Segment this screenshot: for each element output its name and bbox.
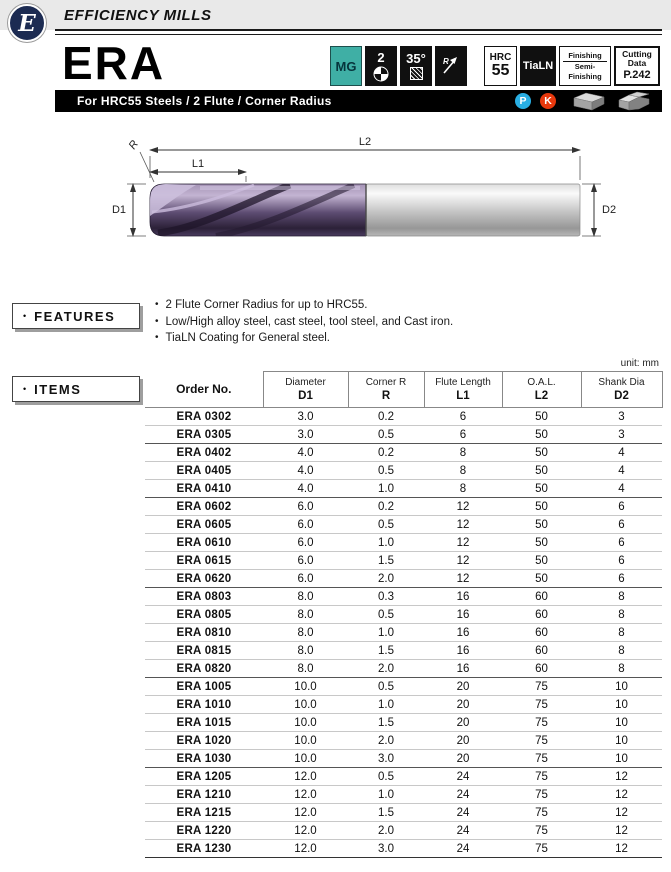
- value-cell: 3.0: [263, 408, 348, 426]
- order-no-cell: ERA 0602: [145, 498, 263, 516]
- value-cell: 12: [581, 804, 662, 822]
- value-cell: 8: [581, 588, 662, 606]
- finishing-line3: Finishing: [568, 71, 602, 81]
- value-cell: 3: [581, 408, 662, 426]
- value-cell: 8: [581, 642, 662, 660]
- order-no-cell: ERA 0815: [145, 642, 263, 660]
- table-row: [145, 516, 662, 534]
- table-row: [145, 498, 662, 516]
- value-cell: 4.0: [263, 480, 348, 498]
- value-cell: 3: [581, 426, 662, 444]
- value-cell: 10: [581, 714, 662, 732]
- table-header-row: [145, 372, 662, 408]
- value-cell: 0.5: [348, 426, 424, 444]
- value-cell: 12.0: [263, 768, 348, 786]
- table-row: [145, 624, 662, 642]
- value-cell: 50: [502, 426, 581, 444]
- order-no-cell: ERA 0810: [145, 624, 263, 642]
- value-cell: 12.0: [263, 786, 348, 804]
- hrc-label: HRC: [489, 52, 512, 64]
- value-cell: 24: [424, 768, 502, 786]
- value-cell: 20: [424, 750, 502, 768]
- tool-shank: [366, 184, 580, 236]
- badge-helix: [400, 46, 432, 86]
- value-cell: 6: [424, 408, 502, 426]
- corner-radius-icon: [440, 54, 462, 78]
- value-cell: 4: [581, 462, 662, 480]
- value-cell: 0.3: [348, 588, 424, 606]
- value-cell: 10.0: [263, 696, 348, 714]
- order-no-cell: ERA 0405: [145, 462, 263, 480]
- feature-text: 2 Flute Corner Radius for up to HRC55.: [165, 299, 368, 311]
- items-table: [145, 371, 663, 858]
- feature-item: [155, 330, 650, 347]
- dim-label-d2: D2: [602, 204, 617, 216]
- value-cell: 8: [424, 444, 502, 462]
- value-cell: 12: [581, 840, 662, 858]
- value-cell: 12: [581, 786, 662, 804]
- value-cell: 60: [502, 588, 581, 606]
- value-cell: 16: [424, 588, 502, 606]
- table-row: [145, 408, 662, 426]
- value-cell: 8: [581, 606, 662, 624]
- value-cell: 3.0: [348, 840, 424, 858]
- value-cell: 10: [581, 750, 662, 768]
- value-cell: 20: [424, 732, 502, 750]
- value-cell: 12.0: [263, 804, 348, 822]
- machining-icon-block: [572, 91, 606, 111]
- value-cell: 1.5: [348, 714, 424, 732]
- items-title: ITEMS: [34, 381, 82, 397]
- series-title: EFFICIENCY MILLS: [64, 7, 212, 24]
- value-cell: 75: [502, 696, 581, 714]
- value-cell: 50: [502, 552, 581, 570]
- table-row: [145, 588, 662, 606]
- badge-hrc: [484, 46, 517, 86]
- badge-corner-radius: [435, 46, 467, 86]
- cutting-data-line1: Cutting: [622, 48, 652, 59]
- order-no-cell: ERA 0610: [145, 534, 263, 552]
- table-row: [145, 786, 662, 804]
- order-no-cell: ERA 0620: [145, 570, 263, 588]
- value-cell: 8.0: [263, 624, 348, 642]
- order-no-cell: ERA 1220: [145, 822, 263, 840]
- value-cell: 1.0: [348, 696, 424, 714]
- tool-drawing: [0, 116, 671, 296]
- value-cell: 6: [581, 570, 662, 588]
- bullet-icon: •: [155, 315, 159, 327]
- application-bar: [55, 90, 662, 112]
- value-cell: 3.0: [348, 750, 424, 768]
- table-row: [145, 606, 662, 624]
- table-row: [145, 642, 662, 660]
- value-cell: 6.0: [263, 516, 348, 534]
- value-cell: 8.0: [263, 588, 348, 606]
- value-cell: 75: [502, 804, 581, 822]
- order-no-cell: ERA 0410: [145, 480, 263, 498]
- product-name: ERA: [62, 37, 166, 89]
- order-no-cell: ERA 1205: [145, 768, 263, 786]
- table-row: [145, 696, 662, 714]
- badge-mg: [330, 46, 362, 86]
- series-logo-letter: E: [18, 9, 36, 37]
- value-cell: 8: [424, 462, 502, 480]
- dim-label-d1: D1: [111, 204, 126, 216]
- dim-label-l2: L2: [358, 136, 372, 148]
- value-cell: 12: [424, 570, 502, 588]
- column-header: Flute Length L1: [424, 372, 502, 408]
- value-cell: 12: [581, 768, 662, 786]
- flute-count: 2: [377, 49, 385, 65]
- value-cell: 75: [502, 678, 581, 696]
- value-cell: 50: [502, 516, 581, 534]
- value-cell: 2.0: [348, 822, 424, 840]
- value-cell: 75: [502, 786, 581, 804]
- features-list: [155, 297, 650, 347]
- value-cell: 8.0: [263, 660, 348, 678]
- application-subtitle: For HRC55 Steels / 2 Flute / Corner Radius: [77, 94, 332, 108]
- table-row: [145, 768, 662, 786]
- value-cell: 1.0: [348, 786, 424, 804]
- table-row: [145, 678, 662, 696]
- feature-item: [155, 297, 650, 314]
- value-cell: 6.0: [263, 552, 348, 570]
- value-cell: 1.0: [348, 480, 424, 498]
- header-rule: [55, 29, 662, 35]
- order-no-cell: ERA 0803: [145, 588, 263, 606]
- table-row: [145, 444, 662, 462]
- feature-text: TiaLN Coating for General steel.: [165, 332, 331, 344]
- value-cell: 6.0: [263, 570, 348, 588]
- features-title: FEATURES: [34, 308, 116, 324]
- value-cell: 24: [424, 804, 502, 822]
- value-cell: 6: [424, 426, 502, 444]
- value-cell: 12.0: [263, 840, 348, 858]
- value-cell: 24: [424, 840, 502, 858]
- value-cell: 1.5: [348, 552, 424, 570]
- value-cell: 12: [424, 534, 502, 552]
- order-no-cell: ERA 1010: [145, 696, 263, 714]
- bullet-icon: •: [23, 384, 27, 394]
- value-cell: 75: [502, 822, 581, 840]
- badge-finishing: [559, 46, 611, 86]
- value-cell: 60: [502, 624, 581, 642]
- value-cell: 12.0: [263, 822, 348, 840]
- value-cell: 50: [502, 534, 581, 552]
- machining-icons: [572, 91, 652, 111]
- table-row: [145, 462, 662, 480]
- order-no-cell: ERA 1230: [145, 840, 263, 858]
- value-cell: 4: [581, 444, 662, 462]
- table-row: [145, 534, 662, 552]
- value-cell: 8.0: [263, 606, 348, 624]
- dim-label-r: R: [126, 138, 142, 152]
- value-cell: 6.0: [263, 498, 348, 516]
- value-cell: 6.0: [263, 534, 348, 552]
- order-no-cell: ERA 0605: [145, 516, 263, 534]
- material-p-badge: P: [515, 93, 531, 109]
- value-cell: 6: [581, 516, 662, 534]
- value-cell: 6: [581, 534, 662, 552]
- feature-item: [155, 314, 650, 331]
- order-no-cell: ERA 1015: [145, 714, 263, 732]
- value-cell: 60: [502, 642, 581, 660]
- value-cell: 1.5: [348, 642, 424, 660]
- badge-coating: [520, 46, 556, 86]
- unit-note: unit: mm: [620, 358, 659, 369]
- value-cell: 12: [581, 822, 662, 840]
- value-cell: 3.0: [263, 426, 348, 444]
- finishing-line2: Semi-: [574, 62, 596, 72]
- helix-angle-value: 35°: [406, 51, 426, 66]
- value-cell: 0.2: [348, 408, 424, 426]
- features-section-label: [12, 303, 140, 329]
- value-cell: 8: [581, 624, 662, 642]
- corner-radius-letter: R: [443, 57, 449, 66]
- value-cell: 75: [502, 732, 581, 750]
- items-section-label: [12, 376, 140, 402]
- badge-cutting-data: [614, 46, 660, 86]
- value-cell: 24: [424, 786, 502, 804]
- value-cell: 8: [581, 660, 662, 678]
- column-header: Diameter D1: [263, 372, 348, 408]
- value-cell: 1.5: [348, 804, 424, 822]
- value-cell: 16: [424, 606, 502, 624]
- value-cell: 12: [424, 552, 502, 570]
- value-cell: 12: [424, 516, 502, 534]
- value-cell: 20: [424, 714, 502, 732]
- value-cell: 75: [502, 714, 581, 732]
- value-cell: 8.0: [263, 642, 348, 660]
- value-cell: 60: [502, 606, 581, 624]
- value-cell: 75: [502, 750, 581, 768]
- value-cell: 10: [581, 732, 662, 750]
- value-cell: 2.0: [348, 660, 424, 678]
- table-row: [145, 570, 662, 588]
- value-cell: 50: [502, 462, 581, 480]
- hrc-value: 55: [491, 62, 510, 80]
- cutting-data-page: P.242: [623, 69, 651, 82]
- value-cell: 0.5: [348, 516, 424, 534]
- machining-icon-step-block: [616, 91, 652, 111]
- column-header: Shank Dia D2: [581, 372, 662, 408]
- value-cell: 50: [502, 570, 581, 588]
- coating-label: TiaLN: [522, 60, 554, 72]
- badge-flutes: [365, 46, 397, 86]
- value-cell: 0.5: [348, 678, 424, 696]
- value-cell: 0.5: [348, 768, 424, 786]
- value-cell: 50: [502, 408, 581, 426]
- value-cell: 16: [424, 624, 502, 642]
- value-cell: 0.2: [348, 444, 424, 462]
- value-cell: 6: [581, 498, 662, 516]
- order-no-cell: ERA 1030: [145, 750, 263, 768]
- value-cell: 10.0: [263, 732, 348, 750]
- value-cell: 20: [424, 678, 502, 696]
- order-no-cell: ERA 0805: [145, 606, 263, 624]
- series-logo: [8, 4, 46, 42]
- table-row: [145, 822, 662, 840]
- value-cell: 8: [424, 480, 502, 498]
- bullet-icon: •: [155, 332, 159, 343]
- value-cell: 6: [581, 552, 662, 570]
- value-cell: 0.2: [348, 498, 424, 516]
- order-no-cell: ERA 0820: [145, 660, 263, 678]
- table-row: [145, 804, 662, 822]
- value-cell: 4.0: [263, 462, 348, 480]
- value-cell: 12: [424, 498, 502, 516]
- value-cell: 10: [581, 678, 662, 696]
- flute-cross-section-icon: [373, 66, 389, 82]
- bullet-icon: •: [23, 311, 27, 321]
- table-row: [145, 552, 662, 570]
- value-cell: 20: [424, 696, 502, 714]
- column-header: Corner R R: [348, 372, 424, 408]
- value-cell: 50: [502, 444, 581, 462]
- dim-label-l1: L1: [191, 158, 205, 170]
- order-no-cell: ERA 0305: [145, 426, 263, 444]
- items-table-body: [145, 408, 662, 858]
- column-header: O.A.L. L2: [502, 372, 581, 408]
- cutting-data-line2: Data: [627, 58, 647, 69]
- value-cell: 1.0: [348, 534, 424, 552]
- order-no-cell: ERA 1215: [145, 804, 263, 822]
- finishing-line1: Finishing: [563, 51, 606, 62]
- order-no-cell: ERA 0615: [145, 552, 263, 570]
- value-cell: 75: [502, 768, 581, 786]
- table-row: [145, 732, 662, 750]
- order-no-cell: ERA 0302: [145, 408, 263, 426]
- order-no-cell: ERA 1005: [145, 678, 263, 696]
- spec-badges: [330, 46, 660, 86]
- value-cell: 10.0: [263, 714, 348, 732]
- order-no-cell: ERA 0402: [145, 444, 263, 462]
- material-k-badge: K: [540, 93, 556, 109]
- value-cell: 1.0: [348, 624, 424, 642]
- value-cell: 4.0: [263, 444, 348, 462]
- value-cell: 10.0: [263, 750, 348, 768]
- order-no-cell: ERA 1020: [145, 732, 263, 750]
- table-row: [145, 426, 662, 444]
- value-cell: 0.5: [348, 606, 424, 624]
- value-cell: 16: [424, 642, 502, 660]
- value-cell: 50: [502, 498, 581, 516]
- value-cell: 50: [502, 480, 581, 498]
- table-row: [145, 750, 662, 768]
- value-cell: 10.0: [263, 678, 348, 696]
- value-cell: 4: [581, 480, 662, 498]
- table-row: [145, 480, 662, 498]
- table-row: [145, 714, 662, 732]
- value-cell: 75: [502, 840, 581, 858]
- column-header: Order No.: [145, 372, 263, 408]
- value-cell: 16: [424, 660, 502, 678]
- table-row: [145, 840, 662, 858]
- helix-angle-icon: [410, 67, 423, 80]
- value-cell: 0.5: [348, 462, 424, 480]
- value-cell: 24: [424, 822, 502, 840]
- value-cell: 2.0: [348, 570, 424, 588]
- badge-mg-label: MG: [335, 58, 357, 74]
- order-no-cell: ERA 1210: [145, 786, 263, 804]
- feature-text: Low/High alloy steel, cast steel, tool steel, and Cast iron.: [165, 315, 454, 328]
- value-cell: 2.0: [348, 732, 424, 750]
- table-row: [145, 660, 662, 678]
- value-cell: 10: [581, 696, 662, 714]
- bullet-icon: •: [155, 299, 159, 310]
- value-cell: 60: [502, 660, 581, 678]
